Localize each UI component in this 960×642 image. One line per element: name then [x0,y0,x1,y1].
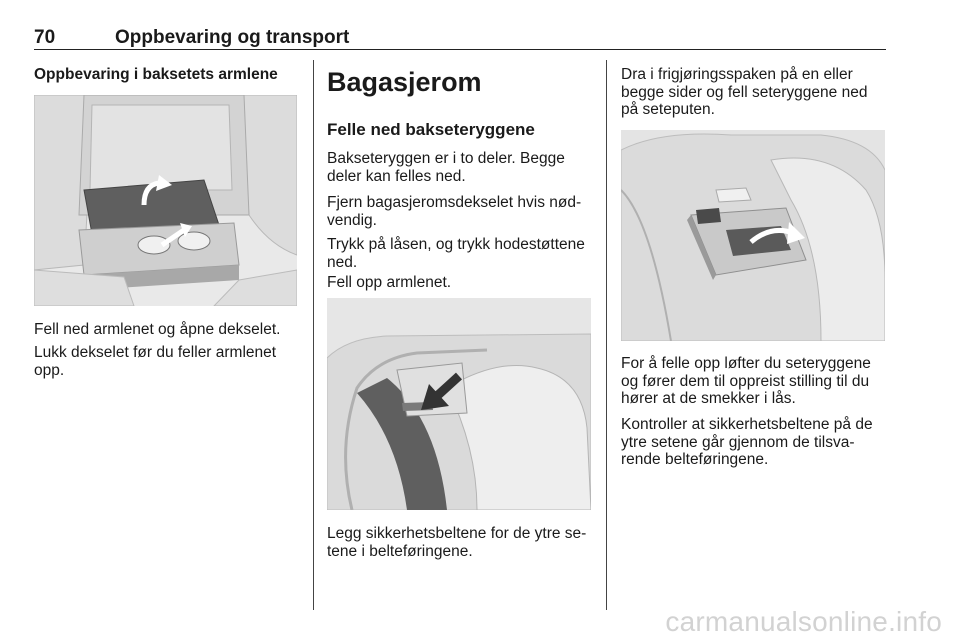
col2-paragraph-2: Fjern bagasjeromsdekselet hvis nød-vendig. [327,194,582,229]
armrest-storage-heading: Oppbevaring i baksetets armlene [34,66,278,83]
col1-paragraph-2: Lukk dekselet før du feller armlenet opp. [34,344,277,379]
page-number: 70 [34,27,56,48]
col2-paragraph-5: Legg sikkerhetsbeltene for de ytre se-tene i belteføringene. [327,525,587,560]
header-rule [34,49,886,50]
col3-paragraph-1: Dra i frigjøringsspaken på en eller begge sider og fell seteryggene ned på seteputen. [621,66,868,118]
seat-release-illustration [327,298,591,510]
seat-lever-illustration [621,130,885,341]
col3-paragraph-3: Kontroller at sikkerhetsbeltene på de ytre setene går gjennom de tilsva-rende belteføringene. [621,416,873,468]
watermark: carmanualsonline.info [665,606,942,637]
col2-paragraph-4: Fell opp armlenet. [327,274,452,291]
section-title: Bagasjerom [327,67,482,97]
chapter-title: Oppbevaring og transport [115,27,350,48]
col2-paragraph-3: Trykk på låsen, og trykk hodestøttene ned. [327,236,585,271]
col2-paragraph-1: Bakseteryggen er i to deler. Begge deler kan felles ned. [327,150,565,185]
col3-paragraph-2: For å felle opp løfter du seteryggene og fører dem til oppreist stilling til du hører at de smekker i lås. [621,355,871,407]
section-subtitle: Felle ned bakseteryggene [327,120,535,139]
armrest-illustration [34,95,297,306]
column-divider-1 [313,60,314,610]
col1-paragraph-1: Fell ned armlenet og åpne dekselet. [34,321,281,338]
column-divider-2 [606,60,607,610]
